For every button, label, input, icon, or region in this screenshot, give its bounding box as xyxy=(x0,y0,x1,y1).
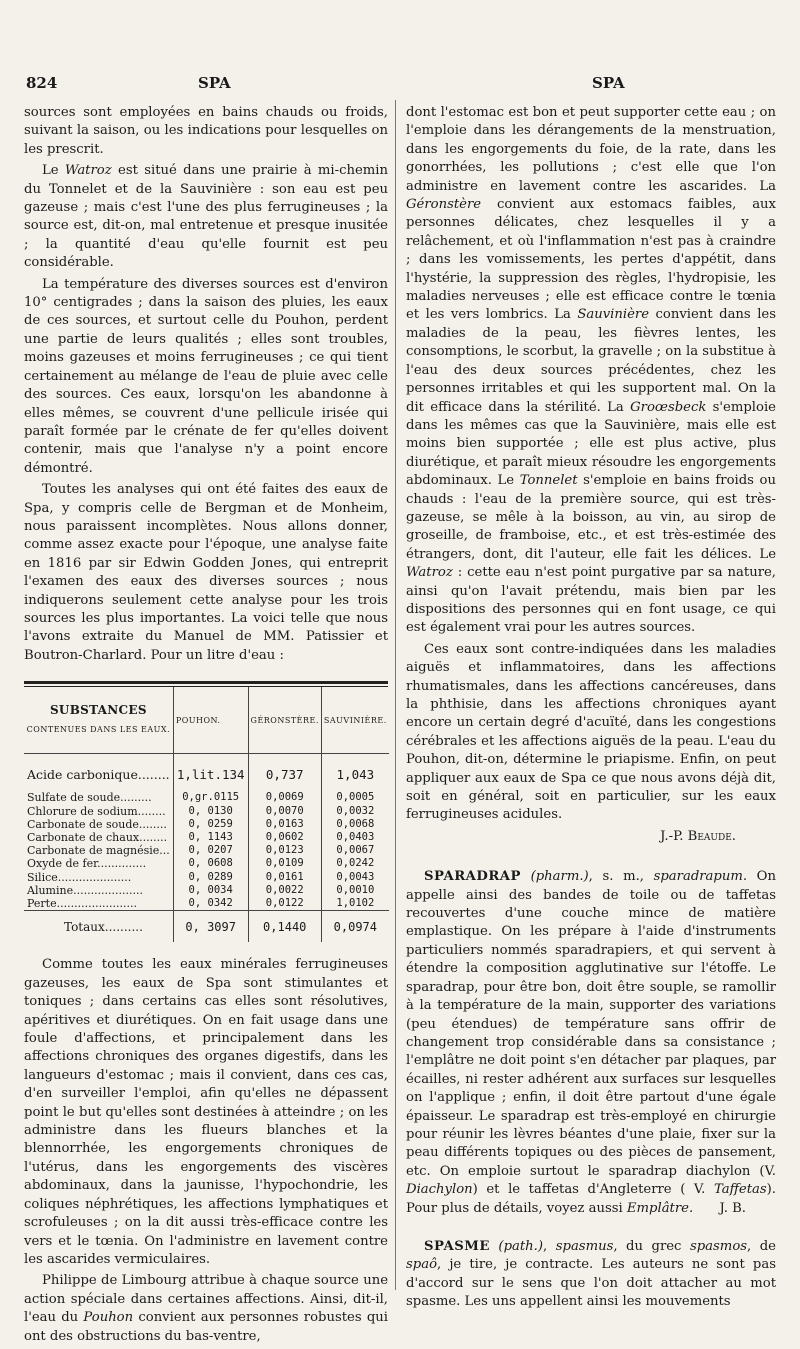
entry-spasme: SPASME (path.), spasmus, du grec spasmos, de spaô, je tire, je contracte. Les auteurs ne sont pas d'accord sur le sens que l'on doit attacher au mot spasme. Les uns appellent ainsi les mouvements xyxy=(406,1238,776,1310)
substance-name: Perte....................... xyxy=(27,897,138,911)
substance-value: 0,0032 xyxy=(321,805,388,818)
author-signature: J.-P. Beaude. xyxy=(660,828,736,844)
entry-sparadrap: SPARADRAP (pharm.), s. m., sparadrapum. On appelle ainsi des bandes de toile ou de taffetas recouvertes d'une couche mince de matière emplastique. On les prépare à l'aide d'instruments particuliers nommés sparadrapiers, et qui servent à étendre la composition agglutinative sur l'étoffe. Le sparadrap, pour être bon, doit être souple, se ramollir à la température de la main, supporter des variations (peu étendues) de température sans offrir de changement trop considérable dans sa consistance ; l'emplâtre ne doit point s'en détacher par plaques, par écailles, ni rester adhérent aux surfaces sur lesquelles on l'applique ; enfin, il doit être partout d'une égale épaisseur. Le sparadrap est très-employé en chirurgie pour réunir les lèvres béantes d'une plaie, fixer sur la peau différents topiques ou des pièces de pansement, etc. On emploie surtout le sparadrap diachylon (V. Diachylon) et le taffetas d'Angleterre ( V. Taffetas). Pour plus de détails, voyez aussi Emplâtre. J. B. xyxy=(406,868,776,1218)
author-signature: J. B. xyxy=(719,1200,746,1216)
substance-value: 0,0043 xyxy=(321,871,388,884)
substance-value: 0, 0034 xyxy=(173,884,248,897)
table-row xyxy=(24,857,389,870)
source-name: Géronstère xyxy=(406,197,482,213)
source-name: Tonnelet xyxy=(519,473,578,489)
substance-value: 0,0010 xyxy=(321,884,388,897)
substance-name: Oxyde de fer.............. xyxy=(27,857,147,871)
column-header-sauviniere: SAUVINIÈRE. xyxy=(321,687,388,754)
source-name: Sauvinière xyxy=(577,307,650,323)
column-header-pouhon: POUHON. xyxy=(173,687,248,754)
column-header-substances: SUBSTANCES CONTENUES DANS LES EAUX. xyxy=(24,687,173,754)
substance-name: Carbonate de soude........ xyxy=(27,817,167,831)
substance-value: 0,0067 xyxy=(321,844,388,857)
substance-name: Carbonate de chaux........ xyxy=(27,831,168,844)
running-title-left: SPA xyxy=(198,74,231,92)
table-rule xyxy=(24,681,388,684)
entry-headword: SPASME xyxy=(424,1238,490,1254)
substance-value: 0, 0259 xyxy=(173,818,248,831)
right-column xyxy=(406,104,776,1315)
paragraph: Toutes les analyses qui ont été faites des eaux de Spa, y compris celle de Bergman et de Monheim, nous paraissent incomplètes. Nous allons donner, comme assez exacte pour l'époque, une analyse faite en 1816 par sir Edwin Godden Jones, qui entreprit l'examen des eaux des diverses sources ; nous indiquerons seulement cette analyse pour les trois sources les plus importantes. La voici telle que nous l'avons extraite du Manuel de MM. Patissier et Boutron-Charlard. Pour un litre d'eau : xyxy=(24,482,388,663)
page-number: 824 xyxy=(26,74,58,92)
table-row xyxy=(24,884,389,897)
substance-value: 0,0602 xyxy=(248,831,321,844)
substance-value: 0,0242 xyxy=(321,857,388,870)
paragraph-sources: dont l'estomac est bon et peut supporter cette eau ; on l'emploie dans les dérangements de la menstruation, dans les engorgements du foie, de la rate, dans les gonorrhées, les pollutions ; c'est elle que l'on administre en lavement contre les ascarides. La Géronstère convient aux estomacs faibles, aux personnes délicates, chez lesquelles il y a relâchement, et où l'inflammation n'est pas à craindre ; dans les vomissements, les pertes d'appétit, dans l'hystérie, la suppression des règles, l'hydropisie, les maladies nerveuses ; elle est efficace contre le tœnia et les vers lombrics. La Sauvinière convient dans les maladies de la peau, les fièvres lentes, les consomptions, le scorbut, la gravelle ; on la substitue à l'eau des deux sources précédentes, chez les personnes irritables et qui les supportent mal. On la dit efficace dans la stérilité. La Groœsbeck s'emploie dans les mêmes cas que la Sauvinière, mais elle est moins bien supportée ; elle est plus active, plus diurétique, et paraît mieux résoudre les engorgements abdominaux. Le Tonnelet s'emploie en bains froids ou chauds : l'eau de la première source, qui est très-gazeuse, se mêle à la boisson, au vin, au sirop de groseille, de framboise, etc., et est très-estimée des étrangers, dont, dit l'auteur, elle fait les délices. Le Watroz : cette eau n'est point purgative par sa nature, ainsi qu'on l'avait prétendu, mais bien par les dispositions des personnes qui en font usage, ce qui est également vrai pour les autres sources. xyxy=(406,105,776,636)
substance-value: 0,0005 xyxy=(321,791,388,804)
paragraph-limbourg: Philippe de Limbourg attribue à chaque source une action spéciale dans certaines affections. Ainsi, dit-il, l'eau du Pouhon convient aux personnes robustes qui ont des obstructions du bas-ventre, xyxy=(24,1273,388,1344)
table-row xyxy=(24,791,389,804)
running-title-right: SPA xyxy=(592,74,625,92)
table-row xyxy=(24,897,389,911)
substance-value: 0, 0130 xyxy=(173,805,248,818)
substance-value: 0,0403 xyxy=(321,831,388,844)
table-total-row: Totaux.......... 0, 3097 0,1440 0,0974 xyxy=(24,911,389,943)
substance-value: 0,0070 xyxy=(248,805,321,818)
substance-name: Sulfate de soude......... xyxy=(27,791,152,805)
substance-value: 1,0102 xyxy=(321,897,388,911)
paragraph: Comme toutes les eaux minérales ferrugineuses gazeuses, les eaux de Spa sont stimulantes et toniques ; dans certains cas elles sont résolutives, apéritives et diurétiques. On en fait usage dans une foule d'affections, et principalement dans les affections chroniques des organes digestifs, dans les langueurs d'estomac ; mais il convient, dans ces cas, d'en surveiller l'emploi, afin qu'elles ne dépassent point le but qu'elles sont destinées à atteindre ; on les administre dans les flueurs blanches et la blennorrhée, les engorgements chroniques de l'utérus, dans les engorgements des viscères abdominaux, dans la jaunisse, l'hypochondrie, les coliques néphrétiques, les affections lymphatiques et scrofuleuses ; on la dit aussi très-efficace contre les vers et le tœnia. On l'administre en lavement contre les ascarides vermiculaires. xyxy=(24,957,388,1267)
substance-value: 0, 0289 xyxy=(173,871,248,884)
table-row xyxy=(24,805,389,818)
paragraph: La température des diverses sources est d'environ 10° centigrades ; dans la saison des pluies, les eaux de ces sources, et surtout celle du Pouhon, perdent une partie de leurs qualités ; elles sont troubles, moins gazeuses et moins ferrugineuses ; ce qui tient certainement au mélange de l'eau de pluie avec celle des sources. Ces eaux, lorsqu'on les abandonne à elles mêmes, se couvrent d'une pellicule irisée qui paraît formée par le crénate de fer qu'elles doivent contenir, mais que l'analyse n'y a point encore démontré. xyxy=(24,276,388,476)
table-row: Acide carbonique........ 1,lit.134 0,737 1,043 xyxy=(24,754,389,792)
substance-value: 0,0069 xyxy=(248,791,321,804)
substance-name: Alumine.................... xyxy=(27,883,144,897)
table-row xyxy=(24,831,389,844)
source-name: Pouhon xyxy=(83,1310,134,1326)
table-row xyxy=(24,818,389,831)
paragraph-watroz: Le Watroz est situé dans une prairie à mi-chemin du Tonnelet et de la Sauvinière : son eau est peu gazeuse ; mais c'est l'une des plus ferrugineuses ; la source est, dit-on, mal entretenue et presque inusitée ; la quantité d'eau qu'elle fournit est peu considérable. xyxy=(24,163,388,271)
substance-value: 0, 1143 xyxy=(173,831,248,844)
column-header-geronstere: GÉRONSTÈRE. xyxy=(248,687,321,754)
analysis-table xyxy=(24,681,388,942)
substance-value: 0,0109 xyxy=(248,857,321,870)
substance-value: 0,0163 xyxy=(248,818,321,831)
column-divider xyxy=(395,100,396,1290)
substance-value: 0,0123 xyxy=(248,844,321,857)
source-name: Watroz xyxy=(64,163,112,179)
substance-value: 0,0122 xyxy=(248,897,321,911)
substance-name: Silice..................... xyxy=(27,870,132,884)
source-name: Watroz xyxy=(406,565,453,581)
substance-value: 0,0161 xyxy=(248,871,321,884)
substance-value: 0, 0608 xyxy=(173,857,248,870)
table-row xyxy=(24,871,389,884)
table-row xyxy=(24,844,389,857)
substance-name: Carbonate de magnésie... xyxy=(27,844,170,858)
substance-value: 0,0068 xyxy=(321,818,388,831)
entry-headword: SPARADRAP xyxy=(424,869,521,885)
paragraph: sources sont employées en bains chauds ou froids, suivant la saison, ou les indications pour lesquelles on les prescrit. xyxy=(24,105,388,157)
running-header xyxy=(26,74,776,94)
paragraph: Ces eaux sont contre-indiquées dans les maladies aiguës et inflammatoires, dans les affections rhumatismales, dans les affections cancéreuses, dans la phthisie, dans les affections chroniques ayant encore un certain degré d'acuïté, dans les congestions cérébrales et les affections aiguës de la peau. L'eau du Pouhon, dit-on, détermine le priapisme. Enfin, on peut appliquer aux eaux de Spa ce que nous avons déjà dit, soit en général, soit en particulier, sur les eaux ferrugineuses acidules. xyxy=(406,641,776,823)
left-column xyxy=(24,104,388,1349)
source-name: Groœsbeck xyxy=(630,399,707,415)
substance-name: Chlorure de sodium........ xyxy=(27,804,166,818)
substance-value: 0,0022 xyxy=(248,884,321,897)
substance-value: 0, 0342 xyxy=(173,897,248,911)
substance-value: 0,gr.0115 xyxy=(173,791,248,804)
substance-value: 0, 0207 xyxy=(173,844,248,857)
